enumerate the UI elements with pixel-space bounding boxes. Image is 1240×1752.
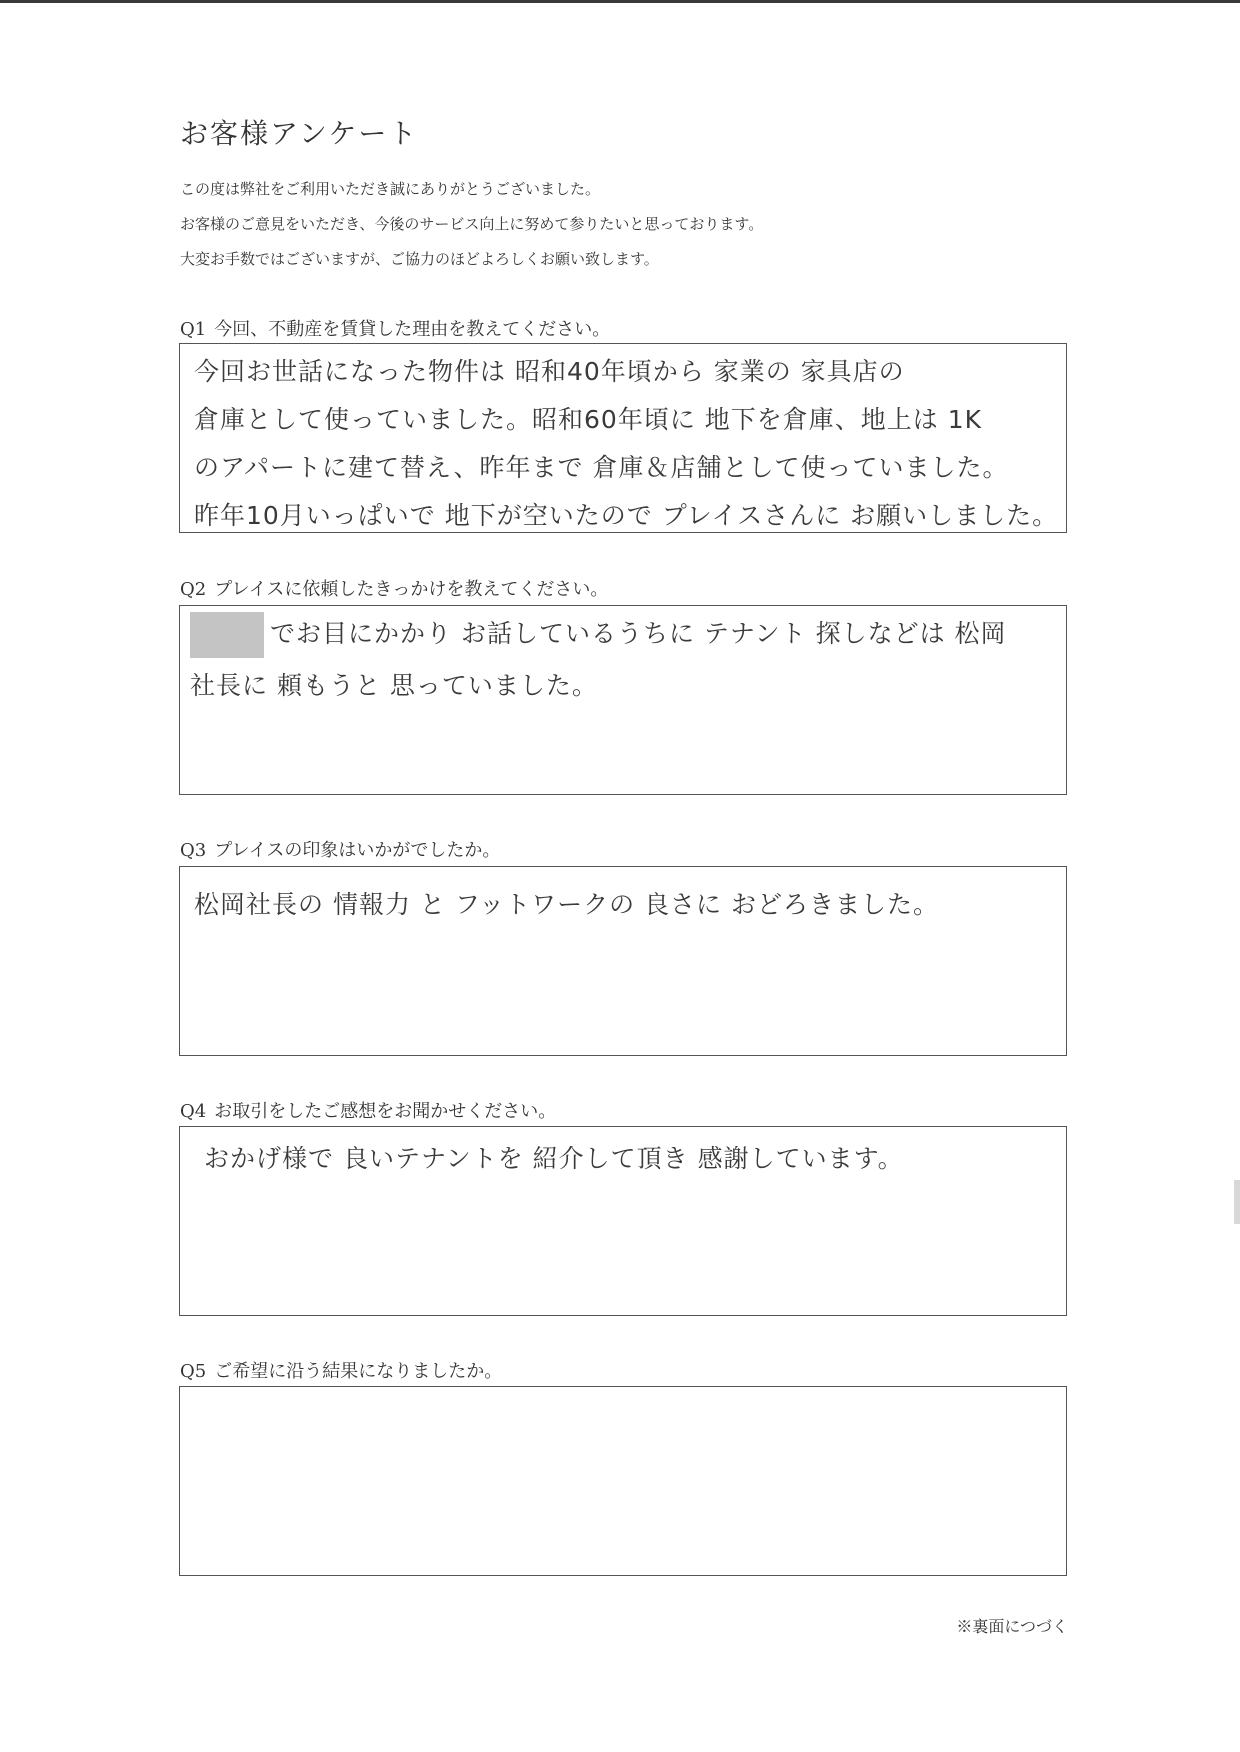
top-border (0, 0, 1240, 3)
handwritten-answer (194, 881, 1056, 929)
question-number: Q2 (180, 579, 207, 600)
question-text: プレイスの印象はいかがでしたか。 (214, 840, 501, 861)
question-3 (180, 836, 1080, 862)
answer-line: 昨年10月いっぱいで 地下が空いたので プレイスさんに お願いしました。 (194, 501, 1059, 530)
question-text: お取引をしたご感想をお聞かせください。 (214, 1101, 557, 1122)
question-text: ご希望に沿う結果になりましたか。 (214, 1361, 503, 1382)
answer-box-4[interactable] (179, 1126, 1067, 1316)
answer-box-5[interactable] (179, 1386, 1067, 1576)
answer-box-3[interactable] (179, 866, 1067, 1056)
redaction-block (190, 612, 264, 658)
intro-line: この度は弊社をご利用いただき誠にありがとうございました。 (180, 180, 601, 198)
handwritten-answer (194, 348, 1059, 540)
answer-line: 今回お世話になった物件は 昭和40年頃から 家業の 家具店の (194, 357, 905, 386)
scan-edge-mark (1234, 1180, 1240, 1224)
answer-box-1[interactable] (179, 343, 1067, 533)
answer-line: 社長に 頼もうと 思っていました。 (190, 671, 598, 700)
handwritten-answer (190, 610, 1056, 710)
answer-line-text: でお目にかかり お話しているうちに テナント 探しなどは 松岡 (270, 619, 1007, 648)
continued-on-back-note: ※裏面につづく (956, 1617, 1068, 1636)
question-5 (180, 1357, 1080, 1383)
answer-line: のアパートに建て替え、昨年まで 倉庫＆店舗として使っていました。 (194, 453, 1009, 482)
page-title: お客様アンケート (180, 117, 419, 150)
question-number: Q3 (180, 840, 207, 861)
intro-line: 大変お手数ではございますが、ご協力のほどよろしくお願い致します。 (180, 250, 659, 268)
question-text: 今回、不動産を賃貸した理由を教えてください。 (214, 319, 611, 340)
answer-line: 松岡社長の 情報力 と フットワークの 良さに おどろきました。 (194, 890, 939, 919)
handwritten-answer (204, 1135, 1056, 1183)
question-2 (180, 575, 1080, 601)
question-1 (180, 315, 1080, 341)
question-text: プレイスに依頼したきっかけを教えてください。 (214, 579, 609, 600)
question-4 (180, 1097, 1080, 1123)
intro-line: お客様のご意見をいただき、今後のサービス向上に努めて参りたいと思っております。 (180, 215, 764, 233)
answer-line: おかげ様で 良いテナントを 紹介して頂き 感謝しています。 (204, 1144, 904, 1173)
question-number: Q5 (180, 1361, 207, 1382)
answer-box-2[interactable] (179, 605, 1067, 795)
intro-text (180, 172, 1080, 277)
question-number: Q1 (180, 319, 207, 340)
answer-line: 倉庫として使っていました。昭和60年頃に 地下を倉庫、地上は 1K (194, 405, 983, 434)
answer-line (190, 610, 1056, 658)
question-number: Q4 (180, 1101, 207, 1122)
